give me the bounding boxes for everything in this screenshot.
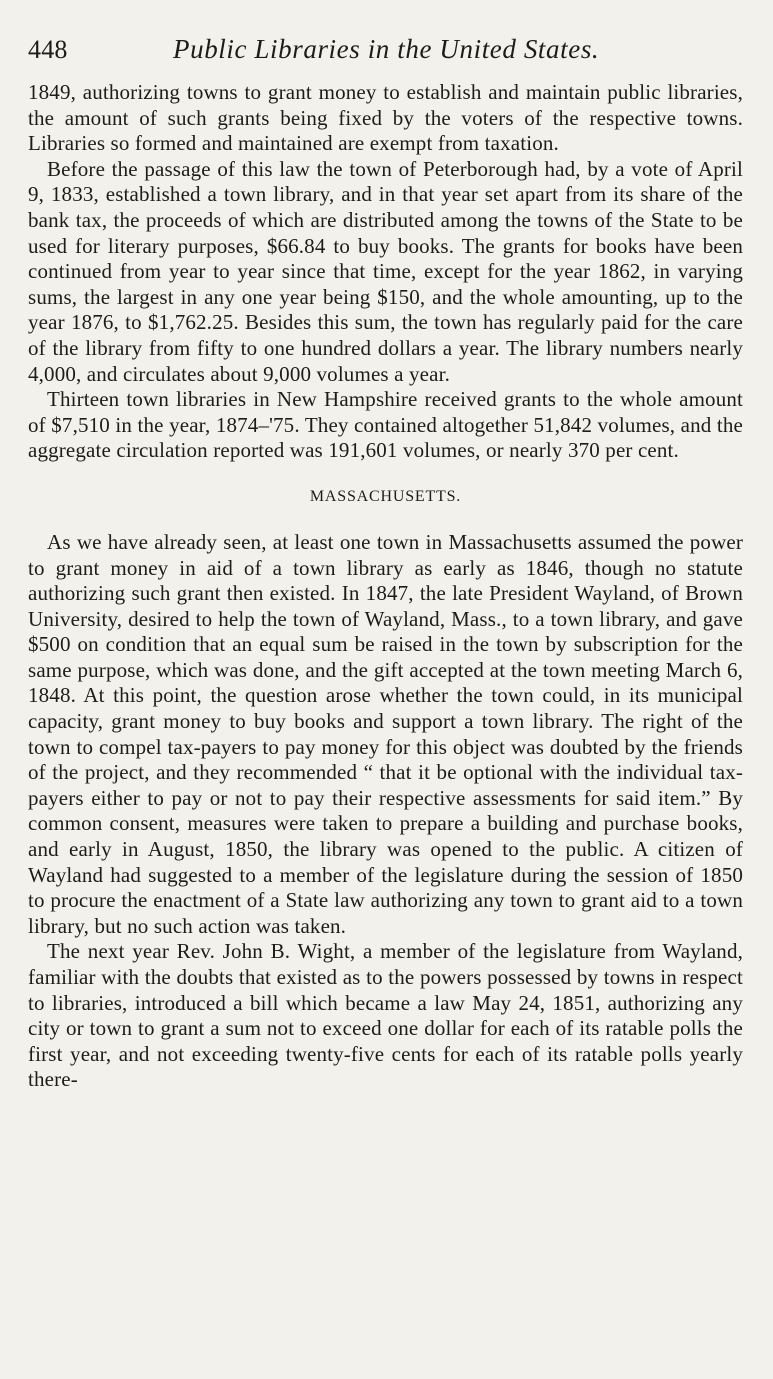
paragraph-new-hampshire-grants: Thirteen town libraries in New Hampshire received grants to the whole amount of $7,510 in the year, 1874–'75. They contained altogether 51,842 volumes, and the aggregate circulation reported was 191,601 volumes, or nearly 370 per cent. xyxy=(28,387,743,463)
running-title: Public Libraries in the United States. xyxy=(173,34,600,64)
page-number: 448 xyxy=(28,35,68,64)
book-page xyxy=(28,34,743,1093)
paragraph-peterborough: Before the passage of this law the town of Peterborough had, by a vote of April 9, 1833, established a town library, and in that year set apart from its share of the bank tax, the proceeds of which are distributed among the towns of the State to be used for literary purposes, $66.84 to buy books. The grants for books have been continued from year to year since that time, except for the year 1862, in varying sums, the largest in any one year being $150, and the whole amounting, up to the year 1876, to $1,762.25. Besides this sum, the town has regularly paid for the care of the library from fifty to one hundred dollars a year. The library numbers nearly 4,000, and circulates about 9,000 volumes a year. xyxy=(28,156,743,386)
section-heading-massachusetts: MASSACHUSETTS. xyxy=(309,487,462,505)
paragraph-wayland: As we have already seen, at least one town in Massachusetts assumed the power to grant money in aid of a town library as early as 1846, though no statute authorizing such grant then existed. In 1847, the late President Wayland, of Brown University, desired to help the town of Wayland, Mass., to a town library, and gave $500 on condition that an equal sum be raised in the town by subscription for the same purpose, which was done, and the gift accepted at the town meeting March 6, 1848. At this point, the question arose whether the town could, in its municipal capacity, grant money to buy books and support a town library. The right of the town to compel tax-payers to pay money for this object was doubted by the friends of the project, and they recommended “ that it be optional with the individual tax-payers either to pay or not to pay their respective assessments for said item.” By common consent, measures were taken to prepare a building and purchase books, and early in August, 1850, the library was opened to the public. A citizen of Wayland had suggested to a member of the legislature during the session of 1850 to procure the enactment of a State law authorizing any town to grant aid to a town library, but no such action was taken. xyxy=(28,529,743,938)
paragraph-continuation: 1849, authorizing towns to grant money to establish and maintain public libraries, the amount of such grants being fixed by the voters of the respective towns. Libraries so formed and maintained are exempt from taxation. xyxy=(28,80,743,156)
page-header xyxy=(28,34,743,78)
paragraph-wight-bill: The next year Rev. John B. Wight, a member of the legislature from Wayland, familiar with the doubts that existed as to the powers possessed by towns in respect to libraries, introduced a bill which became a law May 24, 1851, authorizing any city or town to grant a sum not to exceed one dollar for each of its ratable polls the first year, and not exceeding twenty-five cents for each of its ratable polls yearly there- xyxy=(28,939,743,1092)
